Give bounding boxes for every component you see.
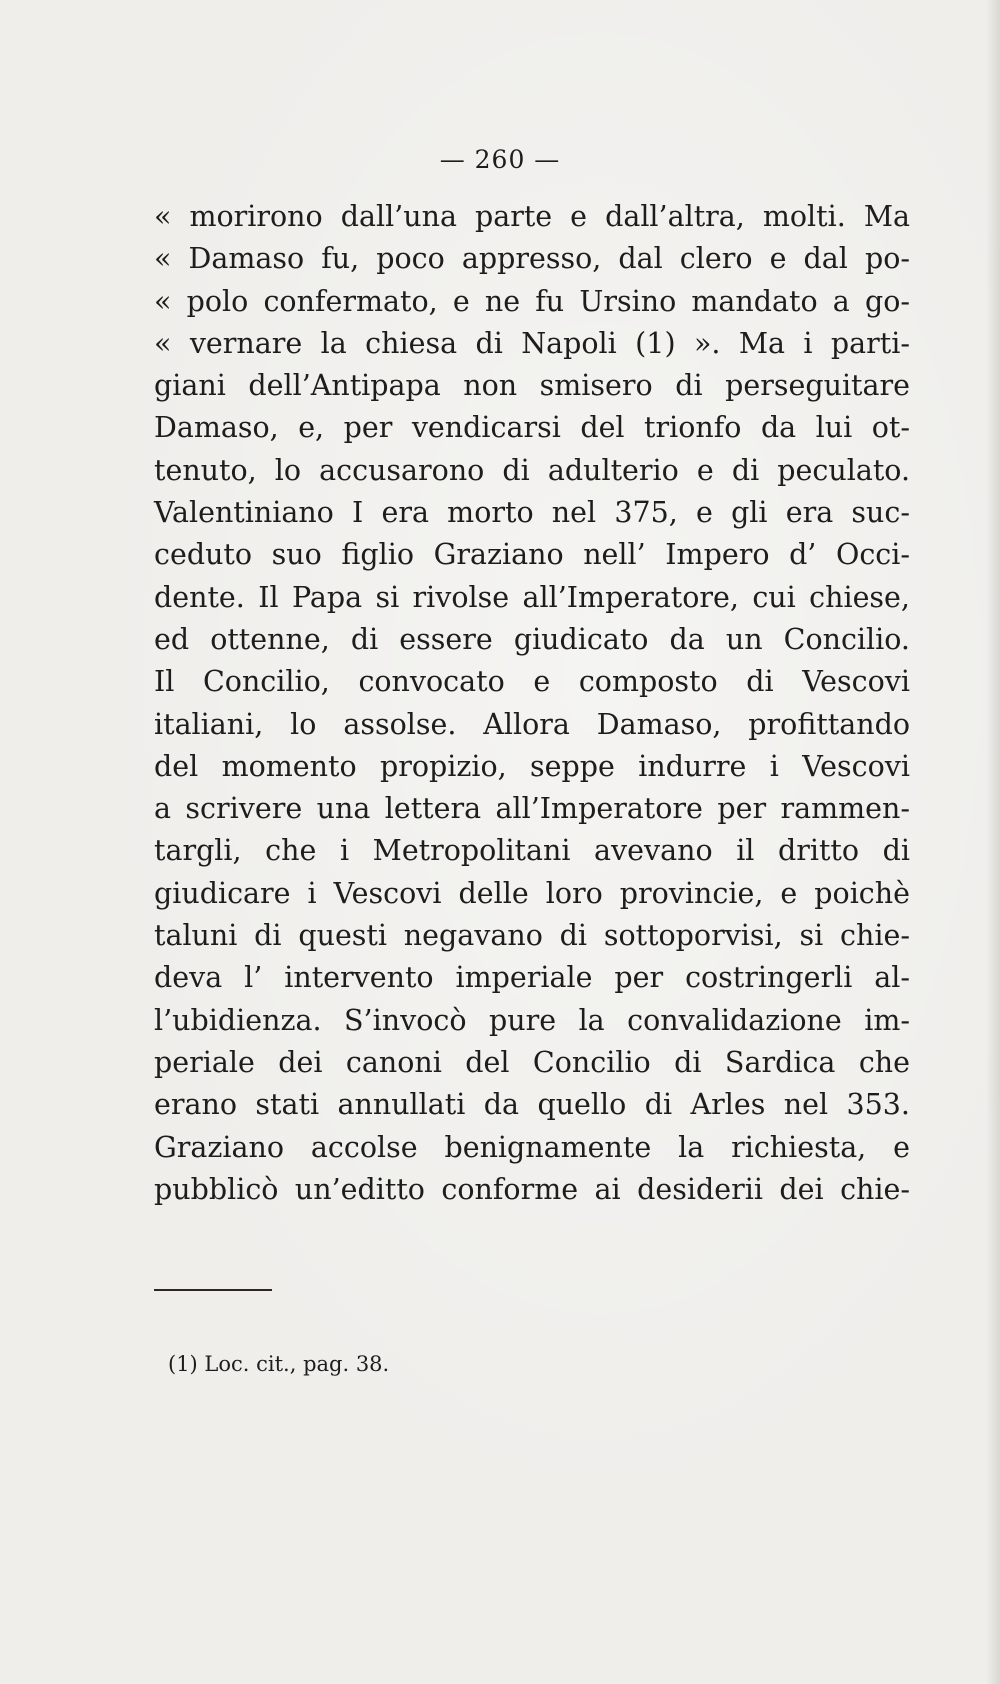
text-line: l’ubidienza. S’invocò pure la convalidazione im- xyxy=(154,1003,910,1037)
page-number: — 260 — xyxy=(439,145,561,174)
text-line: Damaso, e, per vendicarsi del trionfo da lui ot- xyxy=(154,411,910,445)
body-text xyxy=(154,196,910,1211)
text-line: giani dell’Antipapa non smisero di perseguitare xyxy=(154,369,910,403)
text-line: giudicare i Vescovi delle loro provincie, e poichè xyxy=(154,876,910,910)
text-line: Il Concilio, convocato e composto di Vescovi xyxy=(154,665,910,699)
text-line: taluni di questi negavano di sottoporvisi, si chie- xyxy=(154,919,910,953)
text-line: Graziano accolse benignamente la richiesta, e xyxy=(154,1130,910,1164)
text-line: periale dei canoni del Concilio di Sardica che xyxy=(154,1045,910,1079)
text-line: pubblicò un’editto conforme ai desiderii dei chie- xyxy=(154,1172,910,1206)
text-line: targli, che i Metropolitani avevano il dritto di xyxy=(154,834,910,868)
text-line: « vernare la chiesa di Napoli (1) ». Ma i parti- xyxy=(154,326,910,360)
text-line: ceduto suo figlio Graziano nell’ Impero d’ Occi- xyxy=(154,538,910,572)
text-line: del momento propizio, seppe indurre i Vescovi xyxy=(154,749,910,783)
text-line: « morirono dall’una parte e dall’altra, molti. Ma xyxy=(154,200,910,233)
text-line: dente. Il Papa si rivolse all’Imperatore, cui chiese, xyxy=(154,580,910,614)
text-line: a scrivere una lettera all’Imperatore per rammen- xyxy=(154,792,910,826)
page-edge-shadow xyxy=(986,0,1000,1684)
text-line: « Damaso fu, poco appresso, dal clero e dal po- xyxy=(154,242,910,276)
footnote-divider xyxy=(154,1289,272,1291)
text-line: Valentiniano I era morto nel 375, e gli era suc- xyxy=(154,496,910,530)
text-line: ed ottenne, di essere giudicato da un Concilio. xyxy=(154,622,910,656)
text-line: italiani, lo assolse. Allora Damaso, profittando xyxy=(154,707,910,741)
text-line: deva l’ intervento imperiale per costringerli al- xyxy=(154,961,910,995)
text-line: erano stati annullati da quello di Arles nel 353. xyxy=(154,1088,910,1122)
footnote: (1) Loc. cit., pag. 38. xyxy=(168,1352,390,1376)
text-line: tenuto, lo accusarono di adulterio e di peculato. xyxy=(154,453,910,487)
text-line: « polo confermato, e ne fu Ursino mandato a go- xyxy=(154,284,910,318)
